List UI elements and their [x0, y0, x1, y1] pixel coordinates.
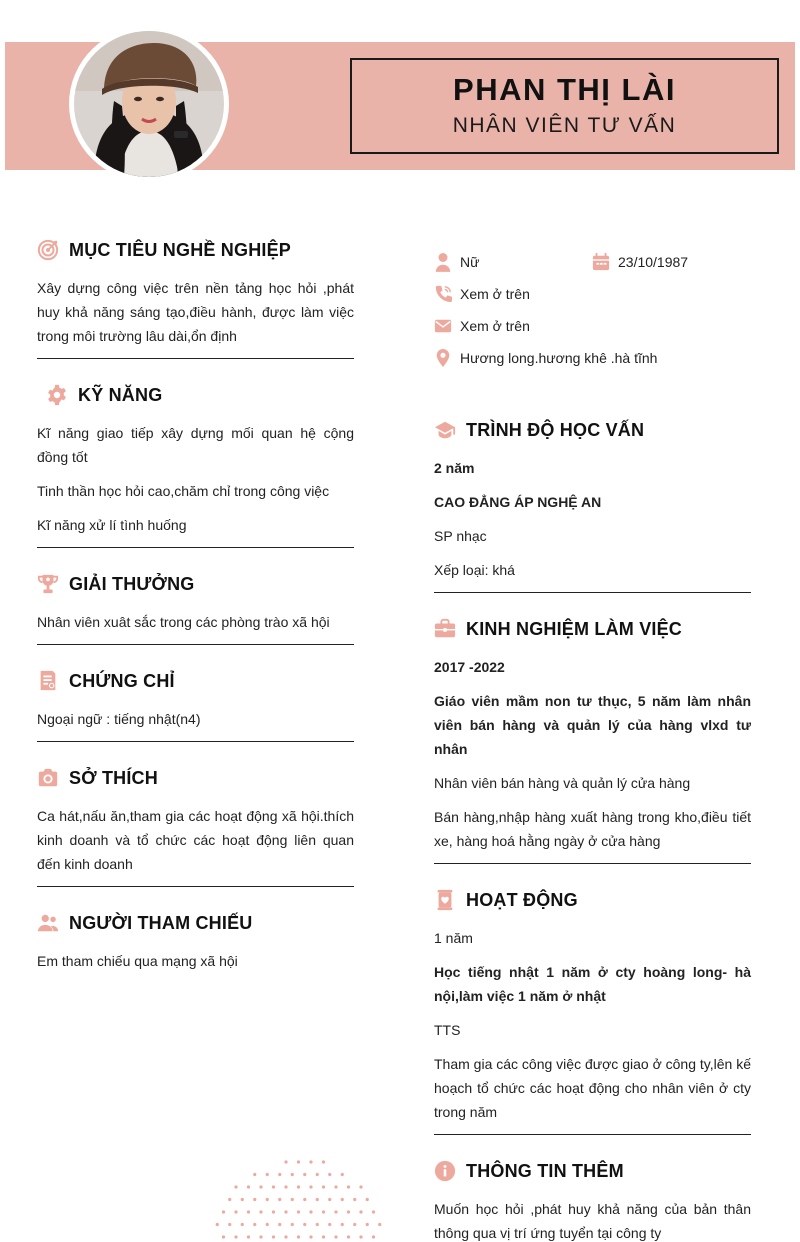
dot [347, 1185, 350, 1188]
dot [303, 1223, 306, 1226]
dot [309, 1235, 312, 1238]
education-grade: Xếp loại: khá [434, 562, 515, 578]
dot [291, 1198, 294, 1201]
dot [366, 1223, 369, 1226]
section-title: MỤC TIÊU NGHỀ NGHIỆP [69, 239, 292, 260]
section-title: THÔNG TIN THÊM [466, 1160, 624, 1181]
section-references [37, 905, 354, 973]
dot [334, 1185, 337, 1188]
gender-value: Nữ [460, 254, 480, 270]
address-row [434, 342, 751, 374]
info-icon [434, 1160, 456, 1182]
education-major: SP nhạc [434, 528, 487, 544]
dot [366, 1198, 369, 1201]
dot [278, 1223, 281, 1226]
skill-item: Kĩ năng xử lí tình huống [37, 517, 187, 533]
dot [272, 1185, 275, 1188]
dot [297, 1210, 300, 1213]
section-certificates [37, 663, 354, 731]
section-title: KINH NGHIỆM LÀM VIỆC [466, 618, 683, 639]
section-experience [434, 611, 751, 853]
references-text: Em tham chiếu qua mạng xã hội [37, 953, 238, 969]
dot [316, 1173, 319, 1176]
hobbies-text: Ca hát,nấu ăn,tham gia các hoạt động xã hội.thích kinh doanh và tổ chức các hoạt động liên quan đến kinh doanh [37, 808, 354, 872]
dot [353, 1223, 356, 1226]
dot [359, 1210, 362, 1213]
trophy-icon [37, 573, 59, 595]
section-objective [37, 232, 354, 348]
dot [297, 1160, 300, 1163]
dot [228, 1223, 231, 1226]
divider [37, 886, 354, 887]
certificate-text: Ngoại ngữ : tiếng nhật(n4) [37, 711, 201, 727]
dot [247, 1235, 250, 1238]
dot [259, 1185, 262, 1188]
dot [291, 1223, 294, 1226]
dot [341, 1198, 344, 1201]
divider [37, 644, 354, 645]
dot [322, 1235, 325, 1238]
email-row [434, 310, 751, 342]
dot [259, 1235, 262, 1238]
birthday-value: 23/10/1987 [618, 254, 689, 270]
dot [253, 1173, 256, 1176]
profile-photo [74, 31, 224, 177]
section-skills [37, 377, 354, 537]
location-pin-icon [434, 348, 452, 368]
name-box [350, 58, 779, 154]
gear-icon [46, 384, 68, 406]
dot [247, 1185, 250, 1188]
divider [434, 863, 751, 864]
dot [328, 1198, 331, 1201]
phone-icon [434, 284, 452, 304]
dot [328, 1223, 331, 1226]
section-title: TRÌNH ĐỘ HỌC VẤN [466, 419, 645, 440]
dot [272, 1235, 275, 1238]
skill-item: Kĩ năng giao tiếp xây dựng mối quan hệ cộng đồng tốt [37, 425, 354, 465]
section-extra [434, 1153, 751, 1242]
dot [284, 1210, 287, 1213]
dot [266, 1223, 269, 1226]
education-duration: 2 năm [434, 460, 475, 476]
graduation-cap-icon [434, 419, 456, 441]
phone-row [434, 278, 751, 310]
people-icon [37, 912, 59, 934]
section-hobbies [37, 760, 354, 876]
dot [241, 1223, 244, 1226]
contact-info [434, 246, 751, 374]
dot [284, 1185, 287, 1188]
dot [259, 1210, 262, 1213]
dot [334, 1235, 337, 1238]
dot [278, 1173, 281, 1176]
camera-icon [37, 767, 59, 789]
candidate-role: NHÂN VIÊN TƯ VẤN [452, 114, 677, 137]
dot [253, 1198, 256, 1201]
dot [309, 1210, 312, 1213]
experience-role: Nhân viên bán hàng và quản lý cửa hàng [434, 775, 691, 791]
activity-headline: Học tiếng nhật 1 năm ở cty hoàng long- hà nội,làm việc 1 năm ở nhật [434, 964, 751, 1004]
dot [309, 1160, 312, 1163]
dot [359, 1185, 362, 1188]
dot [372, 1210, 375, 1213]
dot [328, 1173, 331, 1176]
calendar-icon [592, 252, 610, 272]
skill-item: Tinh thần học hỏi cao,chăm chỉ trong công việc [37, 483, 330, 499]
dot [359, 1235, 362, 1238]
email-value: Xem ở trên [460, 318, 530, 334]
dot [322, 1185, 325, 1188]
activity-description: Tham gia các công việc được giao ở công ty,lên kế hoạch tổ chức các hoạt động cho nhân viên ở cty trong năm [434, 1056, 751, 1120]
dot [266, 1198, 269, 1201]
left-column [37, 232, 354, 983]
dot [222, 1235, 225, 1238]
dot [297, 1235, 300, 1238]
briefcase-icon [434, 618, 456, 640]
dot [347, 1235, 350, 1238]
section-title: CHỨNG CHỈ [69, 670, 175, 691]
dot [334, 1210, 337, 1213]
section-title: GIẢI THƯỞNG [69, 573, 195, 594]
activity-duration: 1 năm [434, 930, 473, 946]
dot [216, 1223, 219, 1226]
dot [278, 1198, 281, 1201]
experience-period: 2017 -2022 [434, 659, 505, 675]
dot [228, 1198, 231, 1201]
right-column [434, 246, 751, 1242]
decorative-dots [205, 1158, 395, 1242]
dot [272, 1210, 275, 1213]
divider [37, 741, 354, 742]
extra-text: Muốn học hỏi ,phát huy khả năng của bản thân thông qua vị trí ứng tuyển tại công ty [434, 1201, 751, 1241]
dot [284, 1235, 287, 1238]
candidate-name: PHAN THỊ LÀI [453, 72, 676, 107]
gender-row [434, 246, 592, 278]
dot [234, 1210, 237, 1213]
activity-badge-icon [434, 889, 456, 911]
experience-description: Bán hàng,nhập hàng xuất hàng trong kho,điều tiết xe, hàng hoá hằng ngày ở cửa hàng [434, 809, 751, 849]
dot [297, 1185, 300, 1188]
section-awards [37, 566, 354, 634]
dot [372, 1235, 375, 1238]
dot [322, 1210, 325, 1213]
dot [353, 1198, 356, 1201]
dot [316, 1223, 319, 1226]
person-icon [434, 252, 452, 272]
mail-icon [434, 316, 452, 336]
dot [316, 1198, 319, 1201]
objective-text: Xây dựng công việc trên nền tảng học hỏi ,phát huy khả năng sáng tạo,điều hành, được làm việc trong môi trường lâu dài,ổn định [37, 280, 354, 344]
address-value: Hương long.hương khê .hà tĩnh [460, 350, 658, 366]
avatar [69, 26, 229, 182]
section-title: KỸ NĂNG [78, 384, 163, 405]
dot [234, 1235, 237, 1238]
section-title: HOẠT ĐỘNG [466, 889, 578, 910]
birthday-row [592, 246, 750, 278]
activity-org: TTS [434, 1022, 461, 1038]
section-activities [434, 882, 751, 1124]
divider [37, 358, 354, 359]
dot [309, 1185, 312, 1188]
dot [241, 1198, 244, 1201]
divider [37, 547, 354, 548]
dot [222, 1210, 225, 1213]
dot [266, 1173, 269, 1176]
dot [253, 1223, 256, 1226]
dot [291, 1173, 294, 1176]
dot [284, 1160, 287, 1163]
education-school: CAO ĐẲNG ÁP NGHỆ AN [434, 494, 602, 510]
certificate-icon [37, 670, 59, 692]
dot [303, 1173, 306, 1176]
dot [341, 1223, 344, 1226]
experience-position: Giáo viên mầm non tư thục, 5 năm làm nhân viên bán hàng và quản lý của hàng vlxd tư nhân [434, 693, 751, 757]
dot [341, 1173, 344, 1176]
section-title: NGƯỜI THAM CHIẾU [69, 912, 253, 933]
dot [347, 1210, 350, 1213]
target-icon [37, 239, 59, 261]
award-text: Nhân viên xuât sắc trong các phòng trào xã hội [37, 614, 330, 630]
divider [434, 1134, 751, 1135]
phone-value: Xem ở trên [460, 286, 530, 302]
section-title: SỞ THÍCH [69, 767, 158, 788]
dot [322, 1160, 325, 1163]
dot [378, 1223, 381, 1226]
dot [234, 1185, 237, 1188]
section-education [434, 412, 751, 582]
divider [434, 592, 751, 593]
dot [303, 1198, 306, 1201]
dot [247, 1210, 250, 1213]
